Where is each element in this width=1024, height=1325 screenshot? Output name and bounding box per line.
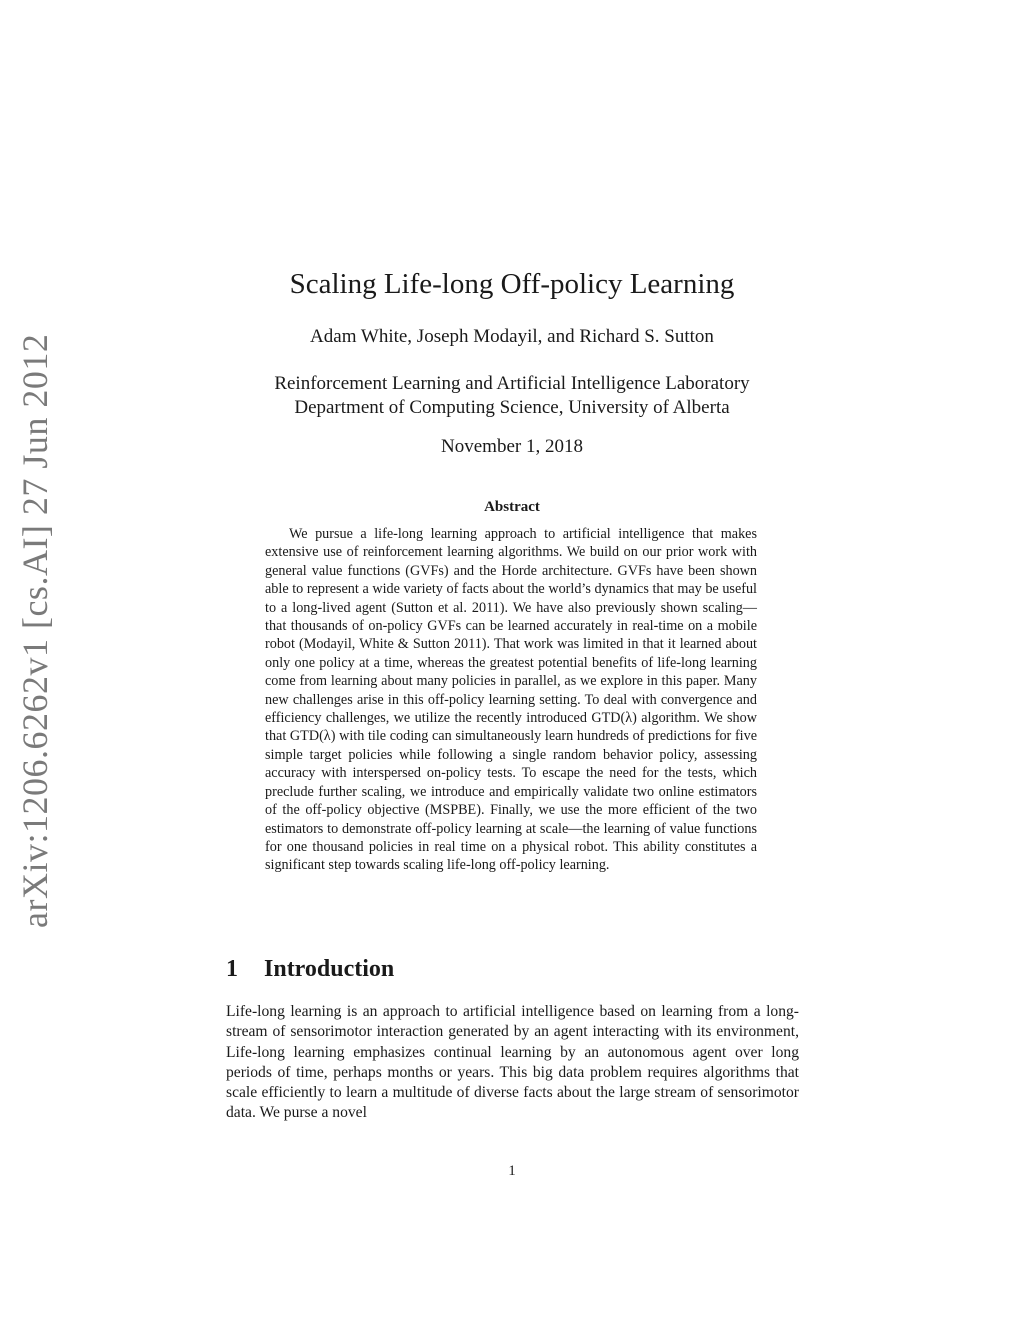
introduction-paragraph: Life-long learning is an approach to artificial intelligence based on learning from a long-stream of sensorimotor interaction generated by an agent interacting with its environment, Life-long learning emphasizes continual learning by an autonomous agent over long periods of time, perhaps months or years. This big data problem requires algorithms that scale efficiently to learn a multitude of diverse facts about the large stream of sensorimotor data. We purse a novel xyxy=(226,1003,799,1122)
affiliation-block xyxy=(0,372,1024,420)
section-title: Introduction xyxy=(264,956,395,982)
paper-title: Scaling Life-long Off-policy Learning xyxy=(289,268,735,300)
abstract-heading: Abstract xyxy=(484,499,540,515)
affiliation-line-lab: Reinforcement Learning and Artificial Intelligence Laboratory xyxy=(274,373,750,394)
page-number: 1 xyxy=(508,1163,516,1179)
section-heading-introduction xyxy=(226,956,826,983)
section-number: 1 xyxy=(226,956,238,982)
affiliation-line-department: Department of Computing Science, University of Alberta xyxy=(294,397,730,418)
publication-date: November 1, 2018 xyxy=(441,436,583,457)
abstract-text: We pursue a life-long learning approach to artificial intelligence that makes extensive use of reinforcement learning algorithms. We build on our prior work with general value functions (GVFs) and the Horde architecture. GVFs have been shown able to represent a wide variety of facts about the world’s dynamics that may be useful to a long-lived agent (Sutton et al. 2011). We have also previously shown scaling—that thousands of on-policy GVFs can be learned accurately in real-time on a mobile robot (Modayil, White & Sutton 2011). That work was limited in that it learned about only one policy at a time, whereas the greatest potential benefits of life-long learning come from learning about many policies in parallel, as we explore in this paper. Many new challenges arise in this off-policy learning setting. To deal with convergence and efficiency challenges, we utilize the recently introduced GTD(λ) algorithm. We show that GTD(λ) with tile coding can simultaneously learn hundreds of predictions for five simple target policies while following a single random behavior policy, assessing accuracy with interspersed on-policy tests. To escape the need for the tests, which preclude further scaling, we introduce and empirically validate two online estimators of the off-policy objective (MSPBE). Finally, we use the more efficient of the two estimators to demonstrate off-policy learning at scale—the learning of value functions for one thousand policies in real time on a physical robot. This ability constitutes a significant step towards scaling life-long off-policy learning. xyxy=(265,526,757,874)
author-list: Adam White, Joseph Modayil, and Richard S. Sutton xyxy=(310,326,714,347)
arxiv-identifier-stamp: arXiv:1206.6262v1 [cs.AI] 27 Jun 2012 xyxy=(15,333,55,928)
